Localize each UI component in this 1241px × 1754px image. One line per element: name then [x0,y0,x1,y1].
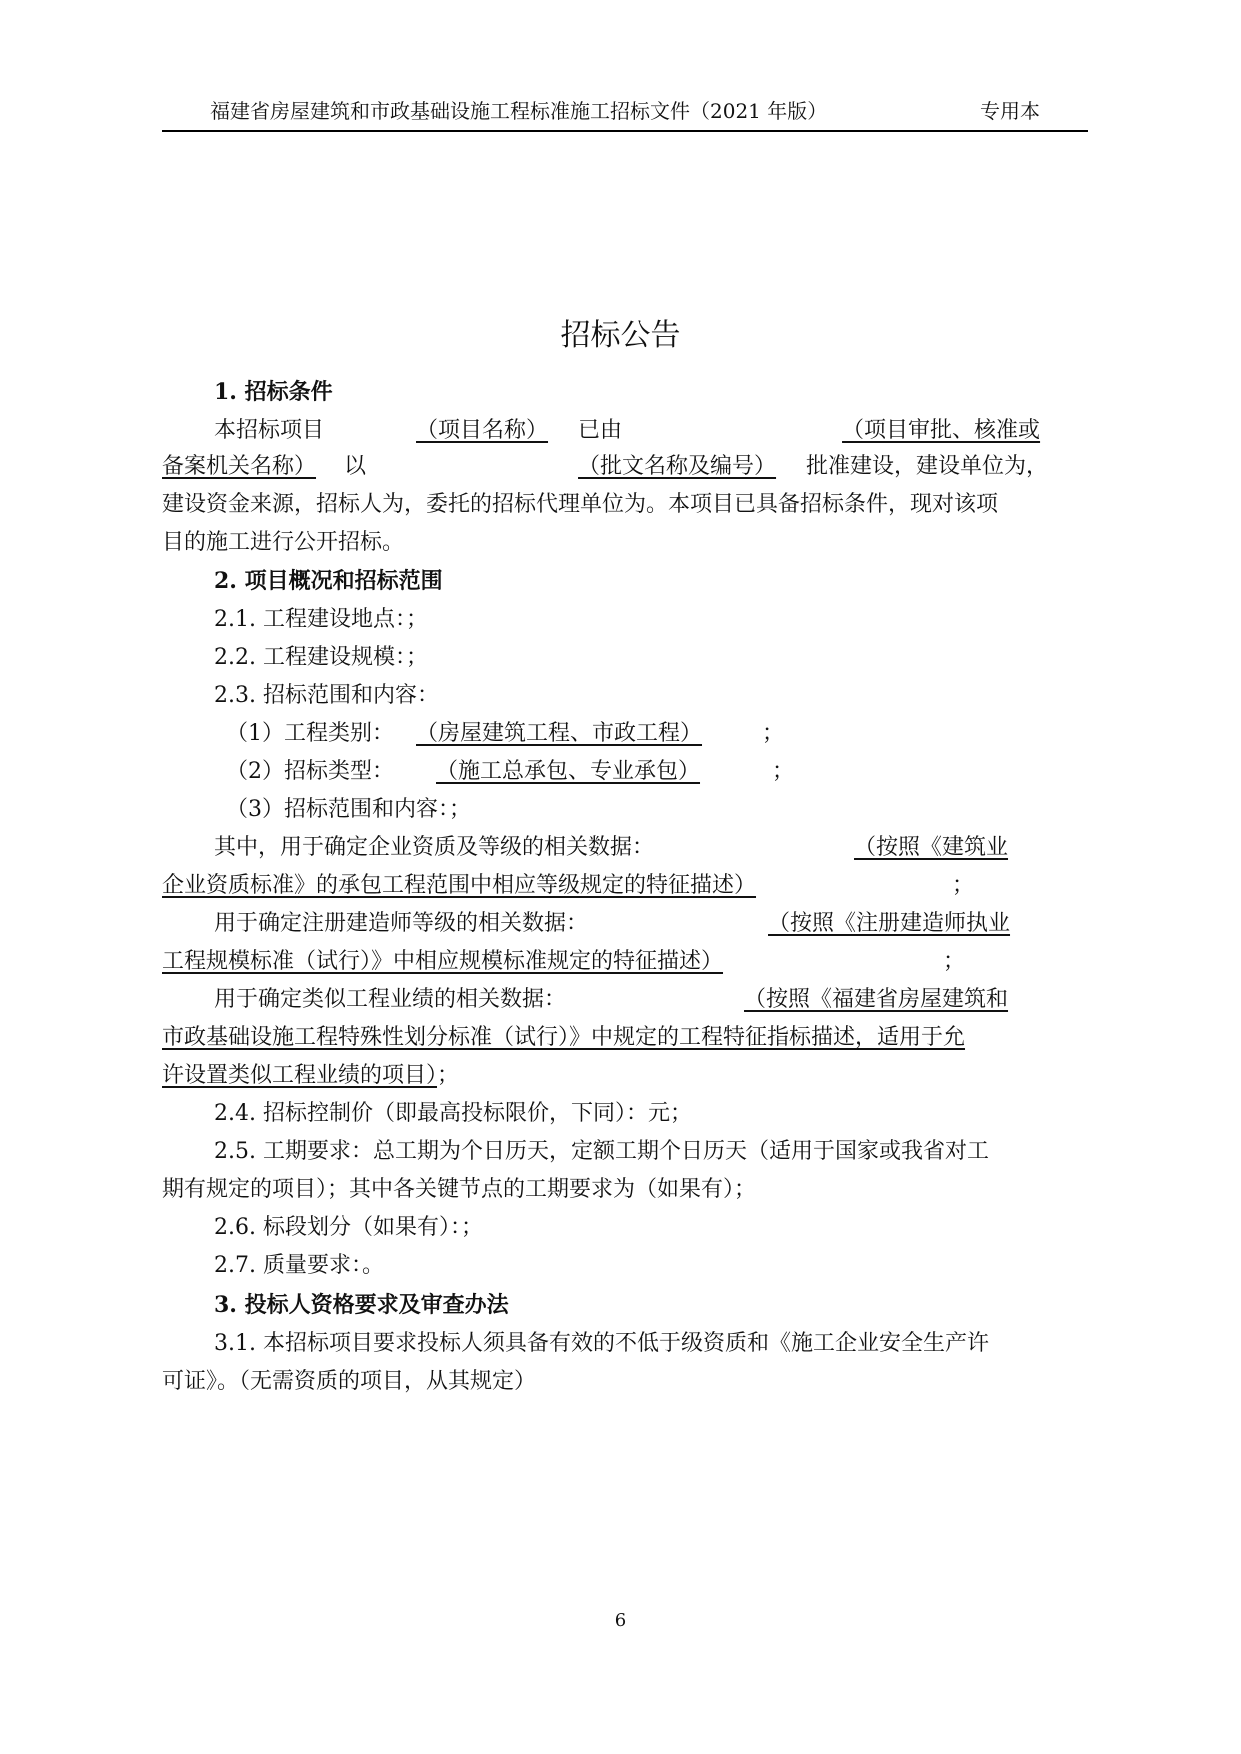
performance-data-field-cont: 市政基础设施工程特殊性划分标准（试行）》中规定的工程特征指标描述，适用于允 [162,1025,966,1050]
item-2-4: 2.4. 招标控制价（即最高投标限价，下同）：元； [214,1101,692,1126]
approval-document-field: （批文名称及编号） [578,454,777,479]
q3-line-3: 许设置类似工程业绩的项目）； [162,1063,460,1088]
item-2-5-cont: 期有规定的项目）；其中各关键节点的工期要求为（如果有）； [162,1177,757,1202]
s1-text: 已由 [578,418,623,443]
page-number: 6 [614,1610,627,1631]
s1-text: 批准建设，建设单位为， [806,454,1049,479]
item-2-2: 2.2. 工程建设规模：； [214,645,428,670]
constructor-data-field: （按照《注册建造师执业 [768,911,1011,936]
s1-text: 本招标项目 [214,418,325,443]
q3-line-1: 用于确定类似工程业绩的相关数据： （按照《福建省房屋建筑和 [214,987,1009,1012]
s1-line-2 [162,450,1048,484]
approval-authority-field: （项目审批、核准或 [842,418,1041,443]
item-2-5: 2.5. 工期要求：总工期为个日历天，定额工期个日历天（适用于国家或我省对工 [214,1139,989,1164]
header-edition: 专用本 [980,99,1040,123]
qualification-data-field: （按照《建筑业 [854,835,1009,860]
section-heading-3: 3. 投标人资格要求及审查办法 [214,1292,509,1318]
s1-text: 以 [344,454,367,479]
q2-line-1: 用于确定注册建造师等级的相关数据： （按照《注册建造师执业 [214,911,1011,936]
page-header [162,96,1088,132]
tender-type-field: （施工总承包、专业承包） [436,759,701,784]
q1-line-1: 其中，用于确定企业资质及等级的相关数据： （按照《建筑业 [214,835,1009,860]
document-title: 招标公告 [560,318,681,353]
s1-line-3: 建设资金来源，招标人为，委托的招标代理单位为。本项目已具备招标条件，现对该项 [162,492,999,517]
item-2-1: 2.1. 工程建设地点：； [214,607,428,632]
qualification-data-field-cont: 企业资质标准》的承包工程范围中相应等级规定的特征描述） [162,873,757,898]
s1-line-4: 目的施工进行公开招标。 [162,530,405,555]
constructor-data-field-cont: 工程规模标准（试行）》中相应规模标准规定的特征描述） [162,949,724,974]
q2-line-2: 工程规模标准（试行）》中相应规模标准规定的特征描述） ； [162,949,966,974]
item-2-7: 2.7. 质量要求：。 [214,1253,384,1278]
performance-data-field: （按照《福建省房屋建筑和 [744,987,1009,1012]
subitem-project-category: （1）工程类别： （房屋建筑工程、市政工程） ； [226,721,785,746]
subitem-scope: （3）招标范围和内容：； [226,797,471,822]
header-title: 福建省房屋建筑和市政基础设施工程标准施工招标文件（2021 年版） [210,99,828,123]
item-2-6: 2.6. 标段划分（如果有）：； [214,1215,483,1240]
section-heading-1: 1. 招标条件 [214,379,333,405]
subitem-tender-type: （2）招标类型： （施工总承包、专业承包） ； [226,759,795,784]
performance-data-field-end: 许设置类似工程业绩的项目） [162,1063,438,1088]
s1-line-1 [214,414,1040,448]
item-3-1-cont: 可证》。（无需资质的项目，从其规定） [162,1369,537,1394]
item-2-3: 2.3. 招标范围和内容： [214,683,439,708]
project-category-field: （房屋建筑工程、市政工程） [416,721,703,746]
item-3-1: 3.1. 本招标项目要求投标人须具备有效的不低于级资质和《施工企业安全生产许 [214,1331,989,1356]
approval-authority-field-cont: 备案机关名称） [162,454,317,479]
project-name-field: （项目名称） [416,418,549,443]
section-heading-2: 2. 项目概况和招标范围 [214,568,443,594]
q3-line-2 [162,1021,965,1055]
q1-line-2: 企业资质标准》的承包工程范围中相应等级规定的特征描述） ； [162,873,975,898]
